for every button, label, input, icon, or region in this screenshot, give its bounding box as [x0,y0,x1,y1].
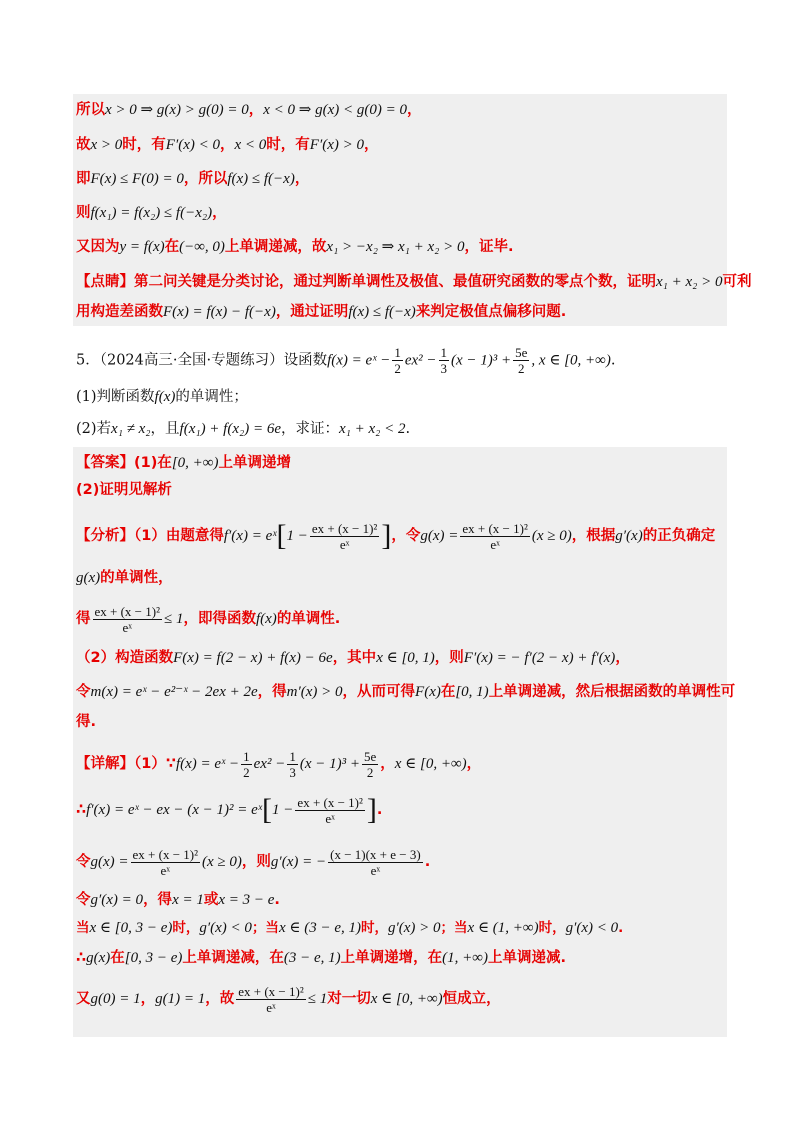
detail-line: 又g(0) = 1，g(1) = 1，故 $\frac{\text{ex + (x − 1)²}}{\text{eˣ}}$ ≤ 1对一切x ∈ [0, +∞)恒成立， [76,983,501,1015]
comment-line: 【点睛】第二问关键是分类讨论，通过判断单调性及极值、最值研究函数的零点个数，证明x₁ + x₂ > 0可利 [76,274,752,290]
comment-line: 用构造差函数F(x) = f(x) − f(−x)，通过证明f(x) ≤ f(−x)来判定极值点偏移问题. [76,304,567,320]
solution-line: 所以x > 0 ⇒ g(x) > g(0) = 0，x < 0 ⇒ g(x) < g(0) = 0， [76,102,422,118]
detail-line: ∴g(x)在[0, 3 − e)上单调递减，在(3 − e, 1)上单调递增，在(1, +∞)上单调递减. [76,950,566,966]
solution-line: 即F(x) ≤ F(0) = 0，所以f(x) ≤ f(−x)， [76,171,310,187]
analysis-line: 得. [76,714,97,730]
answer-line: (2)证明见解析 [76,482,172,498]
detail-tag: 【详解】 [76,756,134,772]
analysis-tag: 【分析】 [76,528,134,544]
detail-line: ∴f′(x) = eˣ − ex − (x − 1)² = eˣ[1 − $\frac{\text{ex + (x − 1)²}}{\text{eˣ}}$ ]. [76,793,383,826]
detail-line: 当x ∈ [0, 3 − e)时，g′(x) < 0；当x ∈ (3 − e, 1)时，g′(x) > 0；当x ∈ (1, +∞)时，g′(x) < 0. [76,920,624,936]
analysis-line: 得 $\frac{\text{ex + (x − 1)²}}{\text{eˣ}}$ ≤ 1，即得函数f(x)的单调性. [76,603,341,635]
analysis-line: 令m(x) = eˣ − e²⁻ˣ − 2ex + 2e，得m′(x) > 0，从而可得F(x)在[0, 1)上单调递减，然后根据函数的单调性可 [76,684,736,700]
problem-statement: 5．（2024高三·全国·专题练习）设函数f(x) = eˣ − $\frac{1}{2}$ ex² − $\frac{1}{3}$ (x − 1)³ + $\frac{5e}{2}$ , x ∈ [0, +∞). [76,345,616,376]
problem-number: 5． [76,352,100,369]
solution-line: 故x > 0时，有F′(x) < 0，x < 0时，有F′(x) > 0， [76,137,379,153]
answer-line: 【答案】(1)在[0, +∞)上单调递增 [76,455,291,471]
answer-tag: 【答案】 [76,455,134,471]
detail-line: 令g′(x) = 0，得x = 1或x = 3 − e. [76,892,280,908]
analysis-line: （2）构造函数F(x) = f(2 − x) + f(x) − 6e，其中x ∈ [0, 1)，则F′(x) = − f′(2 − x) + f′(x)， [76,650,630,666]
problem-question-1: (1)判断函数f(x)的单调性； [76,389,248,405]
solution-line: 则f(x₁) = f(x₂) ≤ f(−x₂)， [76,205,227,221]
solution-line: 又因为y = f(x)在(−∞, 0)上单调递减，故x₁ > −x₂ ⇒ x₁ + x₂ > 0，证毕. [76,239,514,255]
problem-question-2: (2)若x₁ ≠ x₂，且f(x₁) + f(x₂) = 6e，求证：x₁ + x₂ < 2. [76,421,411,437]
detail-line: 令g(x) = $\frac{\text{ex + (x − 1)²}}{\text{eˣ}}$ (x ≥ 0)，则g′(x) = − $\frac{(x - 1)(x + e - 3)}{\text{eˣ}}$ . [76,846,431,878]
comment-tag: 【点睛】 [76,274,134,290]
analysis-line: 【分析】（1）由题意得f′(x) = eˣ[1 − $\frac{\text{ex + (x − 1)²}}{\text{eˣ}}$ ]，令g(x) = $\frac{\text{ex + (x − 1)²}}{\text{eˣ}}$ (x ≥ 0)，根据g′(x)的正负确定 [76,519,716,552]
analysis-line: g(x)的单调性， [76,570,173,586]
detail-line: 【详解】（1）∵f(x) = eˣ − $\frac{1}{2}$ ex² − $\frac{1}{3}$ (x − 1)³ + $\frac{5e}{2}$ ，x ∈ [0, +∞)， [76,748,482,780]
